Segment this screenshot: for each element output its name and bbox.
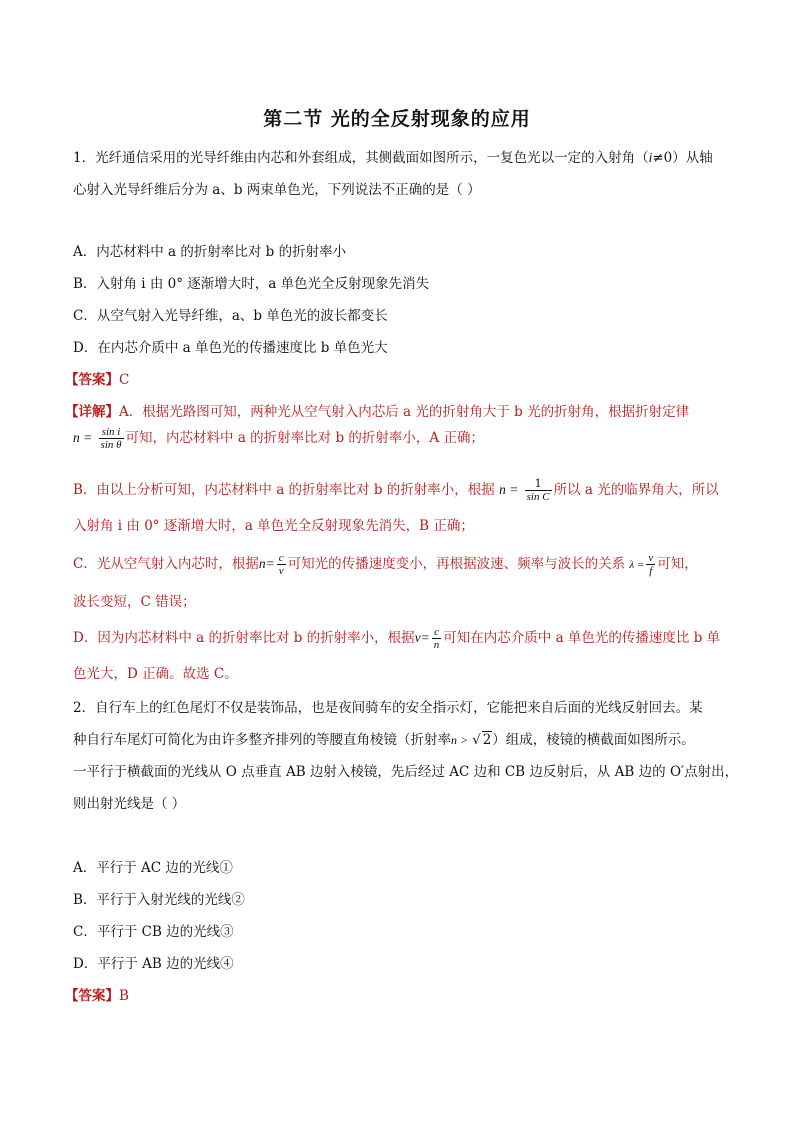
q1-detail-c-line-2: 波长变短，C 错误；	[73, 594, 196, 610]
q2-stem-text-2: 种自行车尾灯可简化为由许多整齐排列的等腰直角棱镜（折射率	[73, 732, 451, 748]
sqrt-radicand: 2	[482, 732, 492, 748]
q1-option-d: D．在内芯介质中 a 单色光的传播速度比 b 单色光大	[73, 340, 388, 356]
fraction-numerator: sin i	[99, 426, 124, 439]
q1-detail-a-line-2	[73, 426, 484, 451]
fraction-denominator: sin C	[526, 491, 550, 503]
q1-detail-c-line-1	[73, 552, 698, 577]
formula-v: v=	[414, 630, 430, 645]
sqrt-icon: √	[472, 733, 481, 748]
formula-speed-fraction	[277, 552, 286, 577]
fraction-numerator: 1	[525, 478, 552, 491]
fraction-denominator: f	[649, 565, 653, 577]
fraction-numerator: c	[432, 626, 442, 639]
formula-wavelength-fraction	[646, 552, 655, 577]
formula-n: n =	[499, 482, 519, 497]
q1-detail-a-line-1	[65, 400, 689, 420]
fraction-numerator: v	[648, 552, 654, 564]
q2-answer-tag: 【答案】	[65, 988, 119, 1004]
fraction-denominator: v	[278, 565, 284, 577]
q1-stem-ne: ≠0）从轴	[652, 150, 713, 166]
q1-detail-d-text: D．因为内芯材料中 a 的折射率比对 b 的折射率小，根据	[73, 630, 415, 646]
page-title: 第二节 光的全反射现象的应用	[263, 108, 531, 130]
q1-detail-b-post: 所以 a 光的临界角大，所以	[553, 482, 719, 498]
q1-option-a: A．内芯材料中 a 的折射率比对 b 的折射率小	[73, 244, 347, 260]
q2-option-a: A．平行于 AC 边的光线①	[73, 860, 233, 876]
q1-stem-line-1	[73, 146, 713, 166]
q1-option-c: C．从空气射入光导纤维，a、b 单色光的波长都变长	[73, 308, 388, 324]
formula-velocity-fraction	[432, 626, 442, 651]
q1-detail-d-line-2: 色光大，D 正确。故选 C。	[73, 666, 238, 682]
q1-detail-b-line-2: 入射角 i 由 0° 逐渐增大时，a 单色光全反射现象先消失，B 正确；	[73, 518, 474, 534]
formula-n: n=	[258, 556, 275, 571]
q1-option-b: B．入射角 i 由 0° 逐渐增大时，a 单色光全反射现象先消失	[73, 276, 430, 292]
q1-answer-value: C	[119, 372, 130, 388]
q1-detail-c-mid: 可知光的传播速度变小，再根据波速、频率与波长的关系	[287, 556, 626, 572]
q1-detail-a-conclusion: 可知，内芯材料中 a 的折射率比对 b 的折射率小，A 正确；	[125, 430, 484, 446]
q1-detail-d-line-1	[73, 626, 720, 651]
q2-option-c: C．平行于 CB 边的光线③	[73, 924, 234, 940]
q2-answer	[65, 984, 129, 1004]
q1-detail-d-post: 可知在内芯介质中 a 单色光的传播速度比 b 单	[443, 630, 721, 646]
q1-detail-b-line-1	[73, 478, 719, 503]
formula-sin-fraction	[99, 426, 124, 451]
formula-critical-angle-fraction	[525, 478, 552, 503]
formula-n-greater: n >	[451, 733, 469, 747]
q2-stem-line-2	[73, 728, 695, 748]
q1-detail-c-post: 可知，	[657, 556, 698, 572]
q1-detail-tag: 【详解】	[65, 404, 119, 420]
formula-lambda: λ =	[629, 559, 645, 571]
q1-detail-c-text: C．光从空气射入内芯时，根据	[73, 556, 259, 572]
q2-option-d: D．平行于 AB 边的光线④	[73, 956, 234, 972]
formula-n: n =	[73, 430, 93, 445]
q2-answer-value: B	[119, 988, 129, 1004]
q1-answer	[65, 368, 129, 388]
q1-detail-a-text: A．根据光路图可知，两种光从空气射入内芯后 a 光的折射角大于 b 光的折射角，根据折射定律	[119, 404, 690, 420]
q2-stem-line-4: 则出射光线是（ ）	[73, 796, 186, 812]
q2-stem-line-3: 一平行于横截面的光线从 O 点垂直 AB 边射入棱镜，先后经过 AC 边和 CB 边反射后，从 AB 边的 O′点射出，	[73, 764, 739, 780]
q1-stem-line-2: 心射入光导纤维后分为 a、b 两束单色光，下列说法不正确的是（ ）	[73, 182, 481, 198]
fraction-denominator: sin θ	[100, 439, 122, 451]
q2-option-b: B．平行于入射光线的光线②	[73, 892, 245, 908]
q2-stem-post: ）组成，棱镜的横截面如图所示。	[492, 732, 695, 748]
q1-stem-text-1: 1．光纤通信采用的光导纤维由内芯和外套组成，其侧截面如图所示，一复色光以一定的入射角（	[73, 150, 649, 166]
fraction-numerator: c	[278, 552, 284, 564]
q1-answer-tag: 【答案】	[65, 372, 119, 388]
fraction-denominator: n	[433, 639, 440, 651]
q1-detail-b-text: B．由以上分析可知，内芯材料中 a 的折射率比对 b 的折射率小，根据	[73, 482, 495, 498]
q1-stem-i: i	[648, 150, 653, 165]
q2-stem-line-1: 2．自行车上的红色尾灯不仅是装饰品，也是夜间骑车的安全指示灯，它能把来自后面的光线反射回去。某	[73, 700, 703, 716]
